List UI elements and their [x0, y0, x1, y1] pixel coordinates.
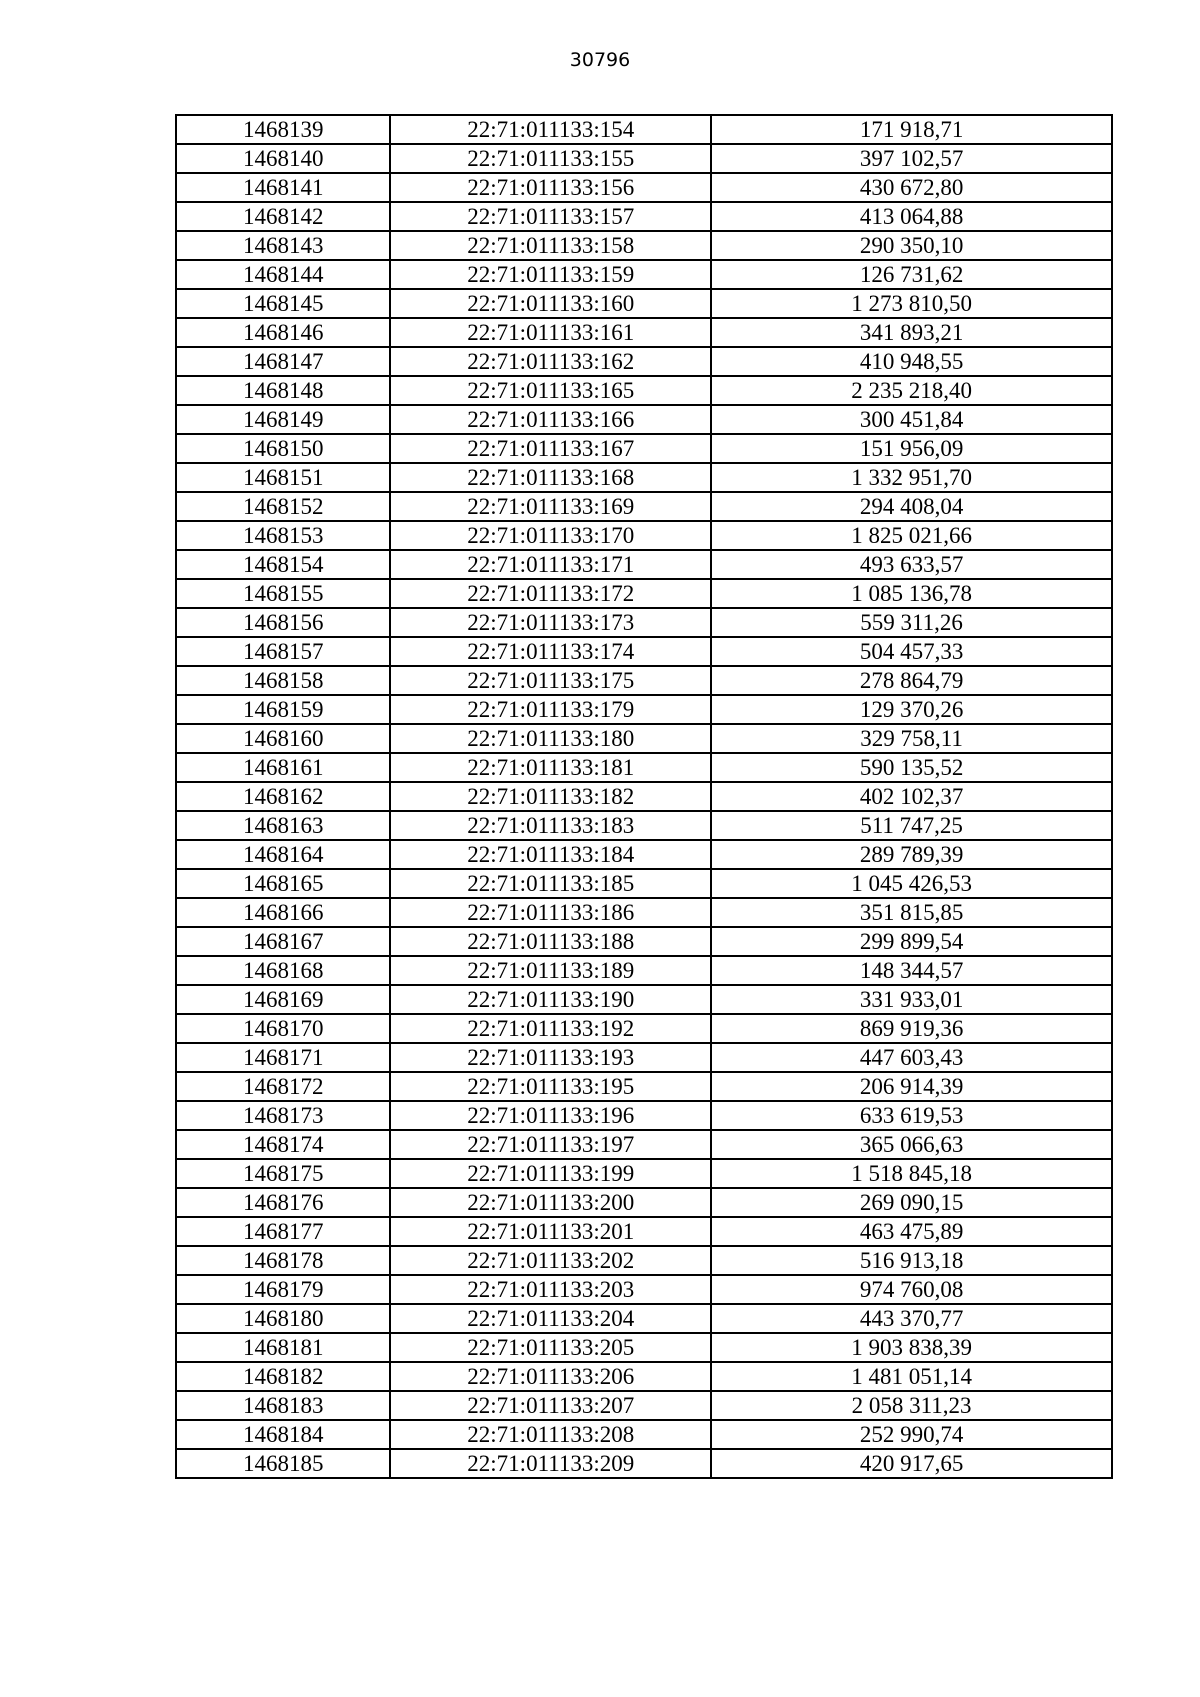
cadastral-number-cell: 22:71:011133:207	[390, 1391, 711, 1420]
table-row	[176, 1130, 1112, 1159]
cadastral-value-cell: 420 917,65	[711, 1449, 1112, 1478]
row-id-cell: 1468167	[176, 927, 390, 956]
row-id-cell: 1468170	[176, 1014, 390, 1043]
cadastral-value-cell: 126 731,62	[711, 260, 1112, 289]
table-row	[176, 782, 1112, 811]
row-id-cell: 1468152	[176, 492, 390, 521]
table-row	[176, 724, 1112, 753]
table-row	[176, 1159, 1112, 1188]
row-id-cell: 1468182	[176, 1362, 390, 1391]
cadastral-value-cell: 413 064,88	[711, 202, 1112, 231]
row-id-cell: 1468164	[176, 840, 390, 869]
cadastral-value-cell: 171 918,71	[711, 115, 1112, 144]
cadastral-number-cell: 22:71:011133:168	[390, 463, 711, 492]
cadastral-number-cell: 22:71:011133:195	[390, 1072, 711, 1101]
table-row	[176, 869, 1112, 898]
table-row	[176, 289, 1112, 318]
table-row	[176, 1072, 1112, 1101]
table-row	[176, 695, 1112, 724]
cadastral-number-cell: 22:71:011133:183	[390, 811, 711, 840]
cadastral-value-cell: 590 135,52	[711, 753, 1112, 782]
cadastral-value-cell: 289 789,39	[711, 840, 1112, 869]
cadastral-number-cell: 22:71:011133:158	[390, 231, 711, 260]
row-id-cell: 1468176	[176, 1188, 390, 1217]
cadastral-number-cell: 22:71:011133:204	[390, 1304, 711, 1333]
cadastral-value-cell: 504 457,33	[711, 637, 1112, 666]
table-row	[176, 956, 1112, 985]
cadastral-value-cell: 516 913,18	[711, 1246, 1112, 1275]
table-row	[176, 753, 1112, 782]
cadastral-value-cell: 290 350,10	[711, 231, 1112, 260]
row-id-cell: 1468172	[176, 1072, 390, 1101]
row-id-cell: 1468149	[176, 405, 390, 434]
row-id-cell: 1468153	[176, 521, 390, 550]
row-id-cell: 1468147	[176, 347, 390, 376]
cadastral-number-cell: 22:71:011133:156	[390, 173, 711, 202]
cadastral-number-cell: 22:71:011133:180	[390, 724, 711, 753]
table-row	[176, 434, 1112, 463]
row-id-cell: 1468156	[176, 608, 390, 637]
cadastral-value-cell: 1 085 136,78	[711, 579, 1112, 608]
cadastral-number-cell: 22:71:011133:179	[390, 695, 711, 724]
table-row	[176, 1275, 1112, 1304]
table-row	[176, 1014, 1112, 1043]
row-id-cell: 1468161	[176, 753, 390, 782]
row-id-cell: 1468142	[176, 202, 390, 231]
cadastral-number-cell: 22:71:011133:162	[390, 347, 711, 376]
row-id-cell: 1468157	[176, 637, 390, 666]
cadastral-number-cell: 22:71:011133:192	[390, 1014, 711, 1043]
table-row	[176, 231, 1112, 260]
row-id-cell: 1468165	[176, 869, 390, 898]
table-row	[176, 811, 1112, 840]
table-row	[176, 1391, 1112, 1420]
row-id-cell: 1468171	[176, 1043, 390, 1072]
table-row	[176, 579, 1112, 608]
cadastral-number-cell: 22:71:011133:188	[390, 927, 711, 956]
cadastral-number-cell: 22:71:011133:171	[390, 550, 711, 579]
row-id-cell: 1468160	[176, 724, 390, 753]
cadastral-number-cell: 22:71:011133:173	[390, 608, 711, 637]
cadastral-value-cell: 430 672,80	[711, 173, 1112, 202]
table-row	[176, 1449, 1112, 1478]
cadastral-value-cell: 269 090,15	[711, 1188, 1112, 1217]
cadastral-value-cell: 329 758,11	[711, 724, 1112, 753]
row-id-cell: 1468150	[176, 434, 390, 463]
row-id-cell: 1468154	[176, 550, 390, 579]
row-id-cell: 1468181	[176, 1333, 390, 1362]
row-id-cell: 1468163	[176, 811, 390, 840]
cadastral-number-cell: 22:71:011133:169	[390, 492, 711, 521]
row-id-cell: 1468143	[176, 231, 390, 260]
cadastral-number-cell: 22:71:011133:184	[390, 840, 711, 869]
table-row	[176, 318, 1112, 347]
cadastral-number-cell: 22:71:011133:185	[390, 869, 711, 898]
row-id-cell: 1468173	[176, 1101, 390, 1130]
cadastral-number-cell: 22:71:011133:166	[390, 405, 711, 434]
row-id-cell: 1468185	[176, 1449, 390, 1478]
cadastral-value-cell: 294 408,04	[711, 492, 1112, 521]
cadastral-number-cell: 22:71:011133:161	[390, 318, 711, 347]
table-row	[176, 405, 1112, 434]
row-id-cell: 1468148	[176, 376, 390, 405]
cadastral-number-cell: 22:71:011133:203	[390, 1275, 711, 1304]
cadastral-number-cell: 22:71:011133:175	[390, 666, 711, 695]
row-id-cell: 1468178	[176, 1246, 390, 1275]
table-row	[176, 1043, 1112, 1072]
cadastral-number-cell: 22:71:011133:200	[390, 1188, 711, 1217]
row-id-cell: 1468183	[176, 1391, 390, 1420]
cadastral-number-cell: 22:71:011133:170	[390, 521, 711, 550]
row-id-cell: 1468179	[176, 1275, 390, 1304]
cadastral-value-cell: 443 370,77	[711, 1304, 1112, 1333]
table-row	[176, 985, 1112, 1014]
cadastral-number-cell: 22:71:011133:186	[390, 898, 711, 927]
cadastral-value-cell: 1 045 426,53	[711, 869, 1112, 898]
cadastral-number-cell: 22:71:011133:208	[390, 1420, 711, 1449]
cadastral-number-cell: 22:71:011133:206	[390, 1362, 711, 1391]
cadastral-value-cell: 1 518 845,18	[711, 1159, 1112, 1188]
cadastral-value-cell: 447 603,43	[711, 1043, 1112, 1072]
cadastral-number-cell: 22:71:011133:172	[390, 579, 711, 608]
cadastral-number-cell: 22:71:011133:201	[390, 1217, 711, 1246]
cadastral-value-cell: 397 102,57	[711, 144, 1112, 173]
row-id-cell: 1468168	[176, 956, 390, 985]
cadastral-value-cell: 1 481 051,14	[711, 1362, 1112, 1391]
row-id-cell: 1468159	[176, 695, 390, 724]
cadastral-value-cell: 402 102,37	[711, 782, 1112, 811]
cadastral-value-cell: 1 825 021,66	[711, 521, 1112, 550]
cadastral-value-cell: 559 311,26	[711, 608, 1112, 637]
cadastral-number-cell: 22:71:011133:182	[390, 782, 711, 811]
table-row	[176, 1362, 1112, 1391]
cadastral-number-cell: 22:71:011133:165	[390, 376, 711, 405]
table-row	[176, 202, 1112, 231]
cadastral-value-cell: 351 815,85	[711, 898, 1112, 927]
table-row	[176, 521, 1112, 550]
row-id-cell: 1468169	[176, 985, 390, 1014]
cadastral-value-cell: 1 273 810,50	[711, 289, 1112, 318]
row-id-cell: 1468174	[176, 1130, 390, 1159]
cadastral-value-cell: 493 633,57	[711, 550, 1112, 579]
table-row	[176, 898, 1112, 927]
row-id-cell: 1468158	[176, 666, 390, 695]
table-row	[176, 144, 1112, 173]
row-id-cell: 1468184	[176, 1420, 390, 1449]
cadastral-number-cell: 22:71:011133:209	[390, 1449, 711, 1478]
cadastral-value-cell: 2 235 218,40	[711, 376, 1112, 405]
table-row	[176, 1101, 1112, 1130]
cadastral-value-cell: 300 451,84	[711, 405, 1112, 434]
table-row	[176, 666, 1112, 695]
cadastral-value-cell: 2 058 311,23	[711, 1391, 1112, 1420]
cadastral-number-cell: 22:71:011133:193	[390, 1043, 711, 1072]
cadastral-value-cell: 278 864,79	[711, 666, 1112, 695]
table-row	[176, 608, 1112, 637]
page-number: 30796	[569, 49, 631, 71]
table-row	[176, 1333, 1112, 1362]
cadastral-value-cell: 299 899,54	[711, 927, 1112, 956]
cadastral-value-cell: 869 919,36	[711, 1014, 1112, 1043]
row-id-cell: 1468166	[176, 898, 390, 927]
cadastral-value-cell: 410 948,55	[711, 347, 1112, 376]
cadastral-number-cell: 22:71:011133:154	[390, 115, 711, 144]
cadastral-value-cell: 633 619,53	[711, 1101, 1112, 1130]
cadastral-value-cell: 151 956,09	[711, 434, 1112, 463]
cadastral-number-cell: 22:71:011133:202	[390, 1246, 711, 1275]
table-body	[176, 115, 1112, 1478]
table-row	[176, 376, 1112, 405]
cadastral-value-cell: 365 066,63	[711, 1130, 1112, 1159]
table-row	[176, 637, 1112, 666]
row-id-cell: 1468177	[176, 1217, 390, 1246]
table-row	[176, 347, 1112, 376]
cadastral-number-cell: 22:71:011133:157	[390, 202, 711, 231]
cadastral-number-cell: 22:71:011133:190	[390, 985, 711, 1014]
cadastral-value-cell: 331 933,01	[711, 985, 1112, 1014]
cadastral-value-cell: 341 893,21	[711, 318, 1112, 347]
cadastral-number-cell: 22:71:011133:174	[390, 637, 711, 666]
cadastral-number-cell: 22:71:011133:155	[390, 144, 711, 173]
row-id-cell: 1468180	[176, 1304, 390, 1333]
cadastral-number-cell: 22:71:011133:181	[390, 753, 711, 782]
row-id-cell: 1468162	[176, 782, 390, 811]
cadastral-number-cell: 22:71:011133:167	[390, 434, 711, 463]
row-id-cell: 1468141	[176, 173, 390, 202]
cadastral-value-cell: 1 903 838,39	[711, 1333, 1112, 1362]
row-id-cell: 1468140	[176, 144, 390, 173]
cadastral-value-cell: 511 747,25	[711, 811, 1112, 840]
row-id-cell: 1468145	[176, 289, 390, 318]
table-row	[176, 115, 1112, 144]
cadastral-number-cell: 22:71:011133:160	[390, 289, 711, 318]
cadastral-number-cell: 22:71:011133:205	[390, 1333, 711, 1362]
table-row	[176, 1217, 1112, 1246]
cadastral-value-cell: 206 914,39	[711, 1072, 1112, 1101]
cadastral-value-cell: 129 370,26	[711, 695, 1112, 724]
cadastral-value-cell: 463 475,89	[711, 1217, 1112, 1246]
table-row	[176, 492, 1112, 521]
cadastral-number-cell: 22:71:011133:197	[390, 1130, 711, 1159]
cadastral-value-cell: 974 760,08	[711, 1275, 1112, 1304]
table-row	[176, 927, 1112, 956]
table-row	[176, 173, 1112, 202]
row-id-cell: 1468175	[176, 1159, 390, 1188]
table-row	[176, 463, 1112, 492]
row-id-cell: 1468146	[176, 318, 390, 347]
table-row	[176, 550, 1112, 579]
table-row	[176, 260, 1112, 289]
table-row	[176, 1188, 1112, 1217]
table-row	[176, 840, 1112, 869]
cadastral-value-cell: 252 990,74	[711, 1420, 1112, 1449]
cadastral-value-cell: 148 344,57	[711, 956, 1112, 985]
cadastral-value-cell: 1 332 951,70	[711, 463, 1112, 492]
table-row	[176, 1246, 1112, 1275]
cadastral-number-cell: 22:71:011133:199	[390, 1159, 711, 1188]
cadastral-number-cell: 22:71:011133:159	[390, 260, 711, 289]
table-row	[176, 1420, 1112, 1449]
row-id-cell: 1468144	[176, 260, 390, 289]
row-id-cell: 1468151	[176, 463, 390, 492]
table-row	[176, 1304, 1112, 1333]
cadastral-value-table	[175, 114, 1113, 1479]
cadastral-number-cell: 22:71:011133:196	[390, 1101, 711, 1130]
row-id-cell: 1468155	[176, 579, 390, 608]
row-id-cell: 1468139	[176, 115, 390, 144]
cadastral-number-cell: 22:71:011133:189	[390, 956, 711, 985]
